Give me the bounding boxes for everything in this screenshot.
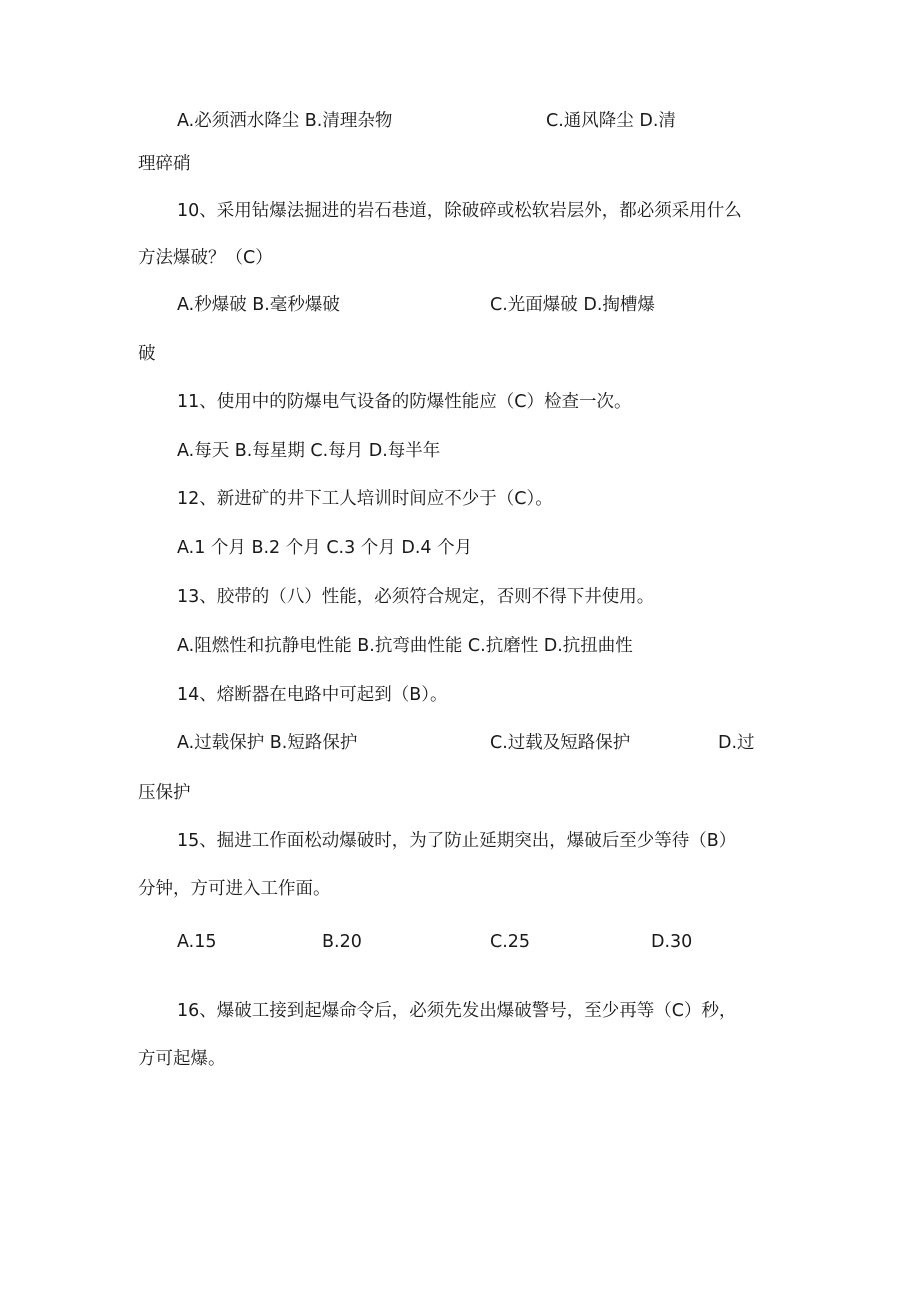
q14-options-d: D.过 (718, 733, 755, 753)
q9-options-cd: C.通风降尘 D.清 (546, 111, 676, 131)
q15-option-b: B.20 (322, 932, 362, 952)
q9-options-ab: A.必须洒水降尘 B.清理杂物 (177, 111, 393, 131)
q16-question-line2: 方可起爆。 (138, 1049, 226, 1069)
q14-options-ab: A.过载保护 B.短路保护 (177, 733, 358, 753)
q14-options-wrap: 压保护 (138, 783, 191, 803)
q10-question-line2: 方法爆破？（C） (138, 248, 273, 268)
q16-question-line1: 16、爆破工接到起爆命令后，必须先发出爆破警号，至少再等（C）秒， (177, 1001, 737, 1021)
q14-question: 14、熔断器在电路中可起到（B）。 (177, 685, 448, 705)
q12-question: 12、新进矿的井下工人培训时间应不少于（C）。 (177, 489, 553, 509)
q10-options-ab: A.秒爆破 B.毫秒爆破 (177, 295, 340, 315)
q15-question-line1: 15、掘进工作面松动爆破时，为了防止延期突出，爆破后至少等待（B） (177, 831, 737, 851)
q9-options-wrap: 理碎硝 (138, 154, 191, 174)
q15-question-line2: 分钟，方可进入工作面。 (138, 879, 331, 899)
q15-option-c: C.25 (490, 932, 531, 952)
q11-question: 11、使用中的防爆电气设备的防爆性能应（C）检查一次。 (177, 392, 632, 412)
q10-options-cd: C.光面爆破 D.掏槽爆 (490, 295, 655, 315)
q13-options: A.阻燃性和抗静电性能 B.抗弯曲性能 C.抗磨性 D.抗扭曲性 (177, 636, 633, 656)
q15-option-a: A.15 (177, 932, 217, 952)
q14-options-c: C.过载及短路保护 (490, 733, 631, 753)
q13-question: 13、胶带的（八）性能，必须符合规定，否则不得下井使用。 (177, 587, 655, 607)
q15-option-d: D.30 (651, 932, 693, 952)
q10-options-wrap: 破 (138, 344, 156, 364)
q12-options: A.1 个月 B.2 个月 C.3 个月 D.4 个月 (177, 538, 473, 558)
q10-question-line1: 10、采用钻爆法掘进的岩石巷道，除破碎或松软岩层外，都必须采用什么 (177, 201, 742, 221)
q11-options: A.每天 B.每星期 C.每月 D.每半年 (177, 441, 441, 461)
